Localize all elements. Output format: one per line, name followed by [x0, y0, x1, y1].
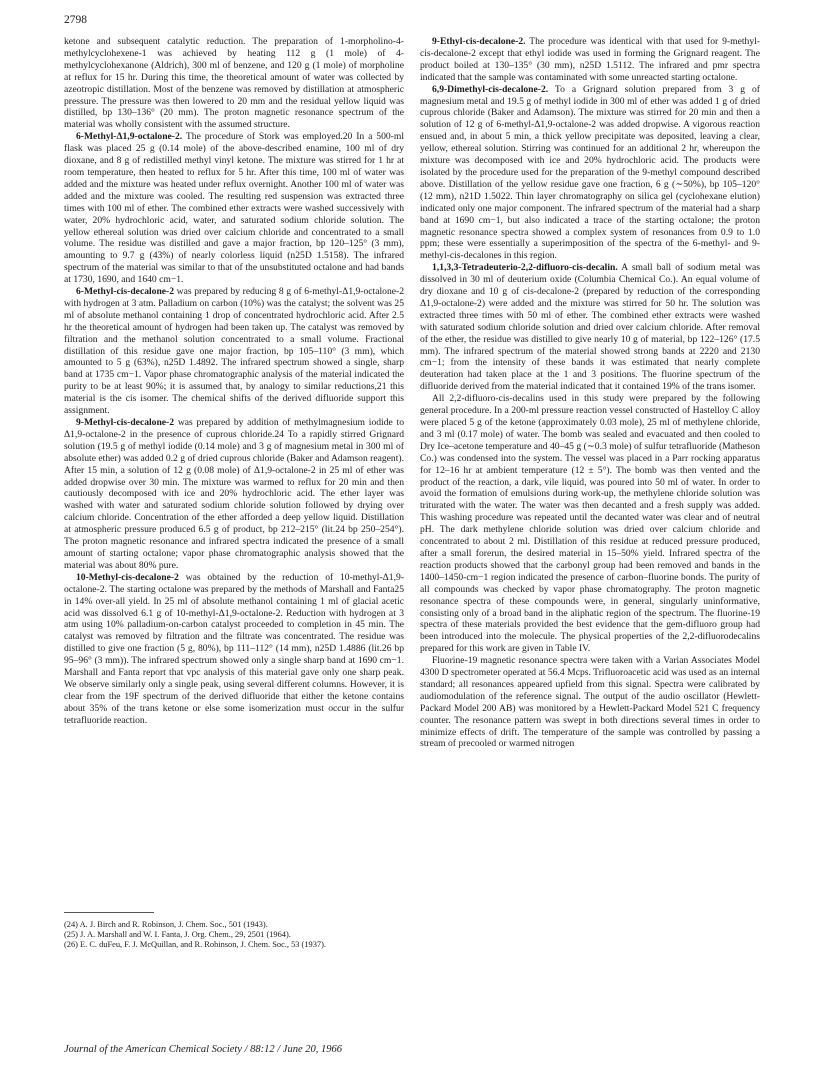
reference-item: (26) E. C. duFeu, F. J. McQuillan, and R. Robinson, J. Chem. Soc., 53 (1937). [64, 940, 326, 950]
paragraph: Fluorine-19 magnetic resonance spectra were taken with a Varian Associates Model 4300 D spectrometer operated at 56.4 Mcps. Trifluoroacetic acid was used as an internal standard; all resonances appeared upfield from this signal. Spectra were calibrated by audiomodulation of the reference signal. The output of the audio oscillator (Hewlett-Packard Model 200 AB) was monitored by a Hewlett-Packard Model 521 C frequency counter. The resonance pattern was swept in both directions several times in order to minimize effects of drift. The temperature of the sample was controlled by passing a stream of precooled or warmed nitrogen [420, 655, 760, 750]
paragraph: 1,1,3,3-Tetradeuterio-2,2-difluoro-cis-decalin. A small ball of sodium metal was dissolved in 30 ml of deuterium oxide (Columbia Chemical Co.). An equal volume of dry dioxane and 10 g of cis-decalone-2 (prepared by reduction of the corresponding Δ1,9-octalone-2) were added and the mixture was stirred for 50 hr. The solution was extracted three times with 50 ml of ether. The combined ether extracts were washed with saturated sodium chloride solution and dried over calcium chloride. After removal of the ether, the residue was distilled to give nearly 10 g of material, bp 122–126° (17.5 mm). The infrared spectrum of the material showed strong bands at 2220 and 2130 cm−1; from the intensity of these bands it was estimated that nearly complete deuteration had taken place at the 1 and 3 positions. The fluorine spectrum of the difluoride derived from the material indicated that it contained 19% of the trans isomer. [420, 262, 760, 393]
references [64, 920, 404, 951]
left-column [64, 36, 404, 727]
paragraph: All 2,2-difluoro-cis-decalins used in this study were prepared by the following general procedure. In a 200-ml pressure reaction vessel constructed of Hastelloy C alloy were placed 5 g of the ketone (approximately 0.03 mole), 25 ml of methylene chloride, and 3 ml (0.17 mole) of water. The bomb was sealed and evacuated and then cooled to Dry Ice–acetone temperature and 40–45 g (∼0.3 mole) of sulfur tetrafluoride (Matheson Co.) was condensed into the system. The vessel was placed in a Parr rocking apparatus for 12–16 hr at ambient temperature (12 ± 5°). The bomb was then vented and the product of the reaction, a dark, vile liquid, was poured into 50 ml of water. In order to avoid the formation of emulsions during work-up, the methylene chloride solution was triturated with the water. The water was then decanted and a fresh supply was added. This washing procedure was repeated until the decanted water was clear and of neutral pH. The dark methylene chloride solution was dried over calcium chloride and concentrated to about 2 ml. Distillation of this residue at reduced pressure produced, after a small forerun, the desired material in 15–50% yield. Infrared spectra of the reaction products showed that the carbonyl group had been removed and bands in the 1400–1450-cm−1 region indicated the presence of carbon–fluorine bonds. The purity of all compounds was checked by vapor phase chromatography. The proton magnetic resonance spectra of these compounds were, in general, singularly uninformative, consisting only of a broad band in the aliphatic region of the spectrum. The fluorine-19 spectra of these materials provided the best evidence that the gem-difluoro group had been introduced into the molecule. The physical properties of the 2,2-difluorodecalins prepared for this work are given in Table IV. [420, 393, 760, 655]
paragraph: 6-Methyl-cis-decalone-2 was prepared by reducing 8 g of 6-methyl-Δ1,9-octalone-2 with hydrogen at 3 atm. Palladium on carbon (10%) was the catalyst; the solvent was 25 ml of absolute methanol containing 1 drop of concentrated hydrochloric acid. After 2.5 hr the theoretical amount of hydrogen had been taken up. The catalyst was removed by filtration and the methanol solution concentrated to a small volume. Fractional distillation of this residue gave one major fraction, bp 105–110° (3 mm), which amounted to 5 g (63%), n25D 1.4892. The infrared spectrum showed a single, sharp band at 1735 cm−1. Vapor phase chromatographic analysis of the material indicated the purity to be at least 90%; it is assumed that, by analogy to similar reductions,21 this material is the cis isomer. The chemical shifts of the derived difluoride support this assignment. [64, 286, 404, 417]
paragraph: ketone and subsequent catalytic reduction. The preparation of 1-morpholino-4-methylcyclohexene-1 was achieved by heating 112 g (1 mole) of 4-methylcyclohexanone (Aldrich), 300 ml of benzene, and 120 g (1 mole) of morpholine at reflux for 15 hr. During this time, the theoretical amount of water was collected by azeotropic distillation. Most of the benzene was removed by distillation at atmospheric pressure. The pressure was then lowered to 20 mm and the residual yellow liquid was distilled, bp 130–136° (20 mm). The proton magnetic resonance spectrum of the material was wholly consistent with the assumed structure. [64, 36, 404, 131]
right-column [420, 36, 760, 750]
paragraph: 9-Ethyl-cis-decalone-2. The procedure was identical with that used for 9-methyl-cis-decalone-2 except that ethyl iodide was used in forming the Grignard reagent. The product boiled at 130–135° (30 mm), n25D 1.5112. The infrared and pmr spectra indicated that the sample was contaminated with some unreacted starting octalone. [420, 36, 760, 83]
reference-item: (25) J. A. Marshall and W. I. Fanta, J. Org. Chem., 29, 2501 (1964). [64, 930, 291, 940]
reference-item: (24) A. J. Birch and R. Robinson, J. Chem. Soc., 501 (1943). [64, 920, 268, 929]
page-number: 2798 [64, 14, 87, 26]
paragraph: 9-Methyl-cis-decalone-2 was prepared by addition of methylmagnesium iodide to Δ1,9-octalone-2 in the presence of cuprous chloride.24 To a rapidly stirred Grignard solution (19.5 g of methyl iodide (0.14 mole) and 3 g of magnesium metal in 300 ml of absolute ether) was added 0.2 g of dried cuprous chloride (Baker and Adamson reagent). After 15 min, a solution of 12 g (0.08 mole) of Δ1,9-octalone-2 in 25 ml of ether was added dropwise over 30 min. The mixture was warmed to reflux for 20 min and then cautiously decomposed with ice and 20% hydrochloric acid. The ether layer was washed with water and saturated sodium chloride solution followed by drying over calcium chloride. Concentration of the ether afforded a deep yellow liquid. Distillation at atmospheric pressure produced 6.5 g of product, bp 212–215° (lit.24 bp 250–254°). The proton magnetic resonance and infrared spectra indicated the presence of a small amount of starting octalone; vapor phase chromatographic analysis showed that the material was about 80% pure. [64, 417, 404, 571]
journal-footer: Journal of the American Chemical Society / 88:12 / June 20, 1966 [64, 1044, 342, 1055]
paragraph: 6,9-Dimethyl-cis-decalone-2. To a Grignard solution prepared from 3 g of magnesium metal and 19.5 g of methyl iodide in 300 ml of ether was added 1 g of dried cuprous chloride (Baker and Adamson). The mixture was stirred for 20 min and then a solution of 12 g of 6-methyl-Δ1,9-octalone-2 was added dropwise. A vigorous reaction ensued and, in about 5 min, a thick yellow precipitate was deposited, leaving a clear, yellow, ethereal solution. Stirring was continued for an additional 2 hr, whereupon the mixture was decomposed with ice and 20% hydrochloric acid. The products were isolated by the procedure used for the preparation of the 9-methyl compound described above. Distillation of the yellow residue gave one fraction, 6 g (∼50%), bp 105–120° (12 mm), n21D 1.5022. Thin layer chromatography on silica gel (cyclohexane elution) indicated only one major component. The infrared spectrum of the material had a sharp band at 1690 cm−1, but also indicated a trace of the starting octalone; the proton magnetic resonance spectra showed a complex system of resonances from 0.9 to 1.0 ppm; these were essentially a superimposition of the spectra of the 6-methyl- and 9-methyl-cis-decalones in this region. [420, 83, 760, 262]
paragraph: 6-Methyl-Δ1,9-octalone-2. The procedure of Stork was employed.20 In a 500-ml flask was placed 25 g (0.14 mole) of the above-described enamine, 100 ml of dry dioxane, and 8 g of redistilled methyl vinyl ketone. The mixture was stirred for 1 hr at room temperature, then heated to reflux for 5 hr. After this time, 100 ml of water was added and the mixture was heated under reflux overnight. Another 100 ml of water was added and the mixture was cooled. The resulting red suspension was extracted three times with 100 ml of ether. The combined ether extracts were washed successively with water, 20% hydrochloric acid, water, and saturated sodium chloride solution. The yellow ethereal solution was dried over calcium chloride and concentrated to a small volume. The residue was distilled and gave a major fraction, bp 120–125° (3 mm), amounting to 9.7 g (43%) of nearly colorless liquid (n25D 1.5158). The infrared spectrum of the material was similar to that of the unsubstituted octalone and had bands at 1730, 1690, and 1640 cm−1. [64, 131, 404, 286]
paragraph: 10-Methyl-cis-decalone-2 was obtained by the reduction of 10-methyl-Δ1,9-octalone-2. The starting octalone was prepared by the methods of Marshall and Fanta25 in 14% over-all yield. In 25 ml of absolute methanol containing 1 ml of glacial acetic acid was dissolved 6.1 g of 10-methyl-Δ1,9-octalone-2. Reduction with hydrogen at 3 atm using 10% palladium-on-carbon catalyst proceeded to completion in 45 min. The catalyst was removed by filtration and the filtrate was concentrated. The residue was distilled to give one fraction (5 g, 80%), bp 111–112° (14 mm), n25D 1.4886 (lit.26 bp 95–96° (3 mm)). The infrared spectrum showed only a single sharp band at 1690 cm−1. Marshall and Fanta report that vpc analysis of this material gave only one sharp peak. We observe similarly only a single peak, using several different columns. However, it is clear from the 19F spectrum of the derived difluoride that either the ketone contains about 35% of the trans ketone or else some isomerization must occur in the sulfur tetrafluoride reaction. [64, 571, 404, 726]
footnote-rule [64, 912, 154, 913]
